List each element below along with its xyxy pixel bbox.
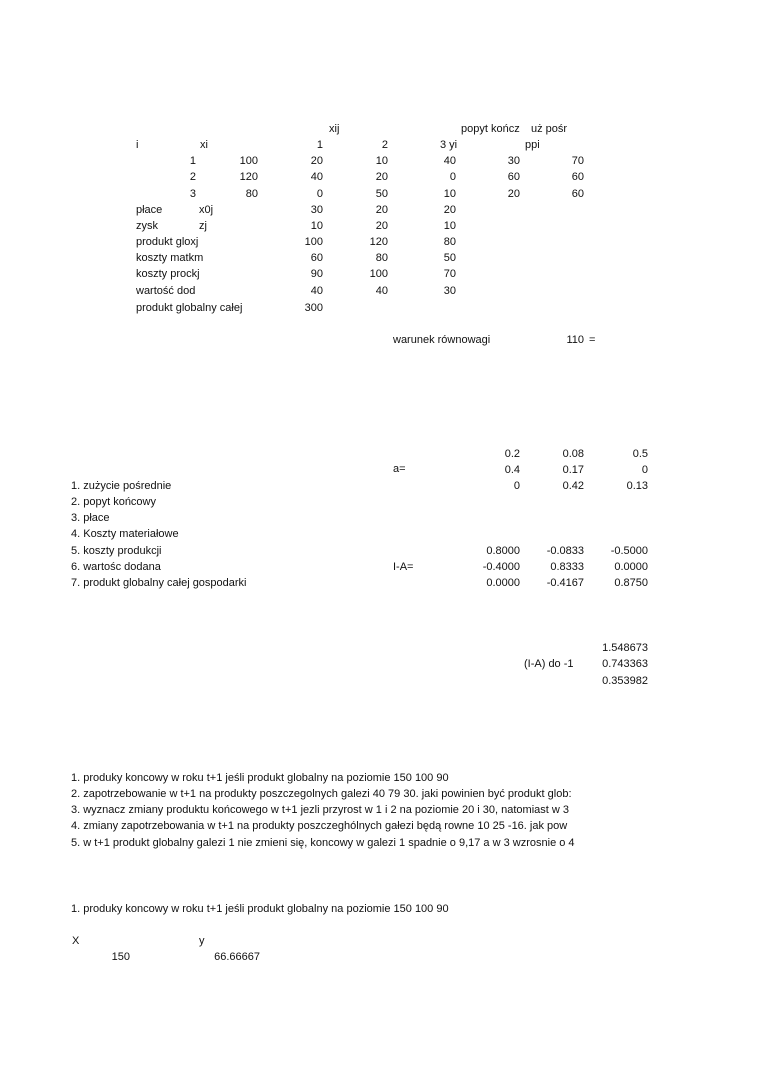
header-uz-posr: uż pośr [531, 123, 568, 135]
header-col1: 1 [316, 139, 323, 151]
header-col2: 2 [381, 139, 388, 151]
header-ppi: ppi [525, 139, 540, 151]
task-item: 1. produky koncowy w roku t+1 jeśli produkt globalny na poziomie 150 100 90 [71, 772, 449, 784]
task-item: 4. zmiany zapotrzebowania w t+1 na produkty poszczeghólnych gałezi będą rowne 10 25 -16. jak pow [71, 820, 568, 832]
task-item: 2. zapotrzebowanie w t+1 na produkty poszczegolnych galezi 40 79 30. jaki powinien być produkt glob: [71, 788, 572, 800]
header-i: i [136, 139, 139, 151]
matrix-ia-label: I-A= [393, 561, 414, 573]
header-xi: xi [200, 139, 208, 151]
answer-y-label: y [199, 935, 205, 947]
header-popyt: popyt kończ [461, 123, 520, 135]
task-item: 3. wyznacz zmiany produktu końcowego w t+1 jezli przyrost w 1 i 2 na poziomie 20 i 30, natomiast w 3 [71, 804, 569, 816]
answer-x-value: 150 [111, 951, 130, 963]
warunek-value: 110 [566, 334, 584, 346]
list-item: 5. koszty produkcji [71, 545, 162, 557]
answer-x-label: X [72, 935, 80, 947]
warunek-eq: = [589, 334, 596, 346]
inverse-label: (I-A) do -1 [524, 658, 574, 670]
list-item: 7. produkt globalny całej gospodarki [71, 577, 247, 589]
answer-task: 1. produky koncowy w roku t+1 jeśli produkt globalny na poziomie 150 100 90 [71, 903, 449, 915]
list-item: 1. zużycie pośrednie [71, 480, 172, 492]
task-item: 5. w t+1 produkt globalny galezi 1 nie zmieni się, koncowy w galezi 1 spadnie o 9,17 a w 3 wzrosnie o 4 [71, 837, 575, 849]
matrix-a-label: a= [393, 463, 406, 475]
warunek-label: warunek równowagi [393, 334, 491, 346]
answer-y-value: 66.66667 [214, 951, 260, 963]
list-item: 3. płace [71, 512, 110, 524]
list-item: 6. wartośc dodana [71, 561, 161, 573]
list-item: 2. popyt końcowy [71, 496, 156, 508]
list-item: 4. Koszty materiałowe [71, 528, 179, 540]
header-xij: xij [329, 123, 340, 135]
header-col3-yi: 3 yi [440, 139, 458, 151]
